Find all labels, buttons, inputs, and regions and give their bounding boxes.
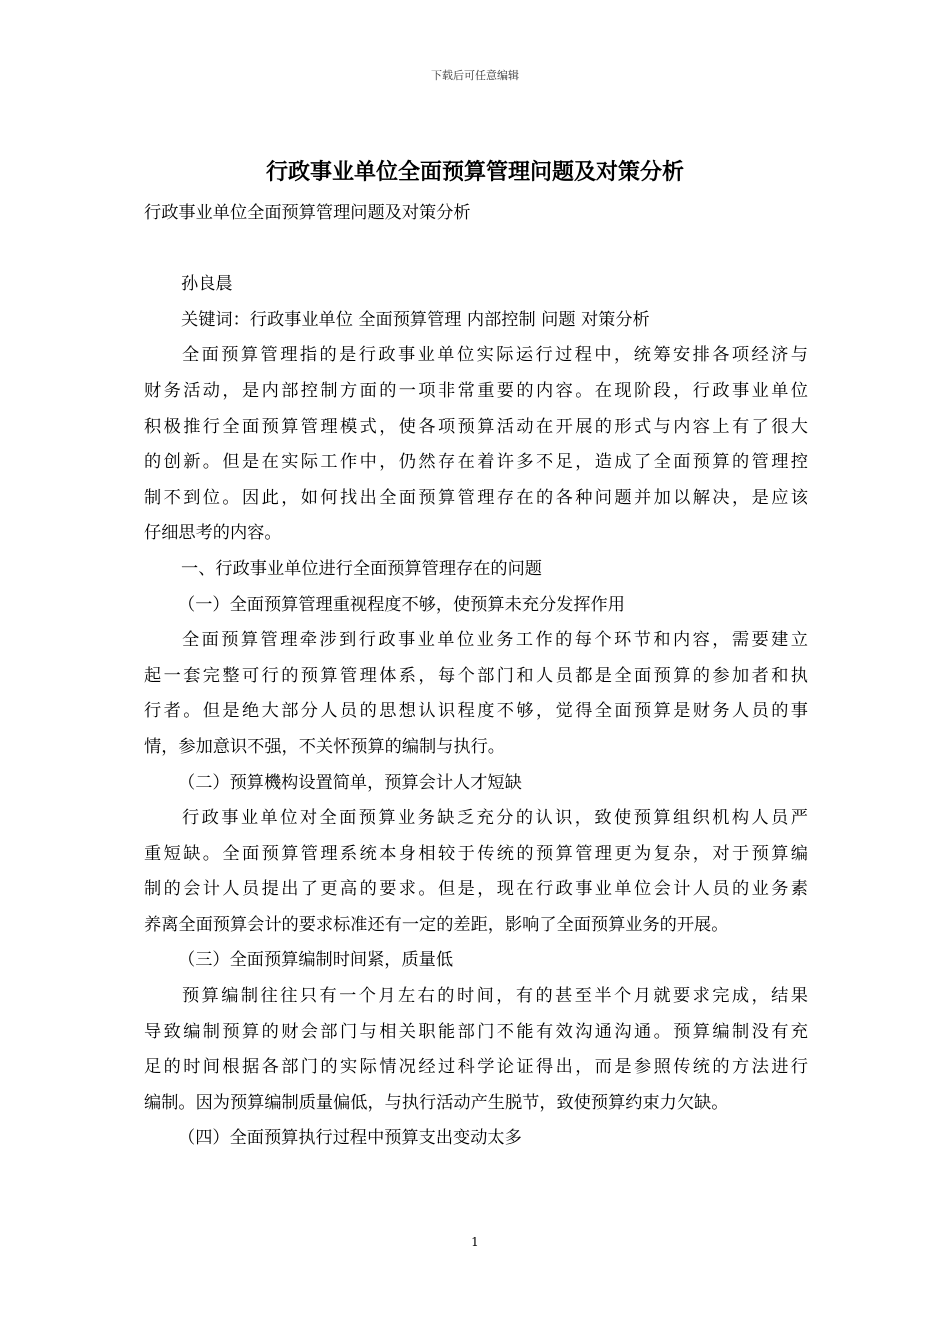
document-title: 行政事业单位全面预算管理问题及对策分析	[265, 159, 684, 185]
header-note: 下载后可任意编辑	[431, 69, 519, 82]
paragraph	[144, 979, 808, 1121]
subsection-heading: （一）全面预算管理重视程度不够，使预算未充分发挥作用	[178, 594, 625, 615]
paragraph-line: 全面预算管理指的是行政事业单位实际运行过程中，统筹安排各项经济与	[182, 345, 808, 366]
paragraph	[144, 623, 808, 765]
paragraph-line: 预算编制往往只有一个月左右的时间，有的甚至半个月就要求完成，结果	[182, 986, 808, 1007]
document-subtitle: 行政事业单位全面预算管理问题及对策分析	[144, 203, 471, 223]
paragraph-line: 起一套完整可行的预算管理体系，每个部门和人员都是全面预算的参加者和执	[144, 665, 808, 686]
paragraph-line: 制的会计人员提出了更高的要求。但是，现在行政事业单位会计人员的业务素	[144, 879, 808, 900]
paragraph-line: 养离全面预算会计的要求标准还有一定的差距，影响了全面预算业务的开展。	[144, 914, 729, 935]
paragraph-line: 行者。但是绝大部分人员的思想认识程度不够，觉得全面预算是财务人员的事	[144, 701, 808, 722]
paragraph	[144, 801, 808, 943]
paragraph-line: 全面预算管理牵涉到行政事业单位业务工作的每个环节和内容，需要建立	[182, 630, 808, 651]
section-heading: 一、行政事业单位进行全面预算管理存在的问题	[181, 558, 542, 579]
paragraph	[144, 338, 808, 552]
paragraph-line: 编制。因为预算编制质量偏低，与执行活动产生脱节，致使预算约束力欠缺。	[144, 1092, 729, 1113]
paragraph-line: 的创新。但是在实际工作中，仍然存在着许多不足，造成了全面预算的管理控	[144, 452, 808, 473]
blank-line	[144, 232, 808, 268]
subsection-heading: （三）全面预算编制时间紧，质量低	[178, 950, 454, 971]
subsection-heading: （二）预算機构设置简单，预算会计人才短缺	[178, 772, 522, 793]
keywords-line: 关键词：行政事业单位 全面预算管理 内部控制 问题 对策分析	[181, 309, 650, 330]
paragraph-line: 制不到位。因此，如何找出全面预算管理存在的各种问题并加以解决，是应该	[144, 487, 808, 508]
subsection-heading: （四）全面预算执行过程中预算支出变动太多	[178, 1128, 522, 1149]
paragraph-line: 仔细思考的内容。	[144, 523, 282, 544]
paragraph-line: 情，参加意识不强，不关怀预算的编制与执行。	[144, 736, 505, 757]
document-body	[144, 196, 808, 1157]
paragraph-line: 行政事业单位对全面预算业务缺乏充分的认识，致使预算组织机构人员严	[182, 808, 808, 829]
paragraph-line: 导致编制预算的财会部门与相关职能部门不能有效沟通沟通。预算编制没有充	[144, 1021, 808, 1042]
author-name: 孙良晨	[181, 274, 233, 295]
paragraph-line: 积极推行全面预算管理模式，使各项预算活动在开展的形式与内容上有了很大	[144, 416, 808, 437]
paragraph-line: 足的时间根据各部门的实际情况经过科学论证得出，而是参照传统的方法进行	[144, 1057, 808, 1078]
paragraph-line: 财务活动，是内部控制方面的一项非常重要的内容。在现阶段，行政事业单位	[144, 380, 808, 401]
paragraph-line: 重短缺。全面预算管理系统本身相较于传统的预算管理更为复杂，对于预算编	[144, 843, 808, 864]
page-number: 1	[471, 1235, 479, 1249]
